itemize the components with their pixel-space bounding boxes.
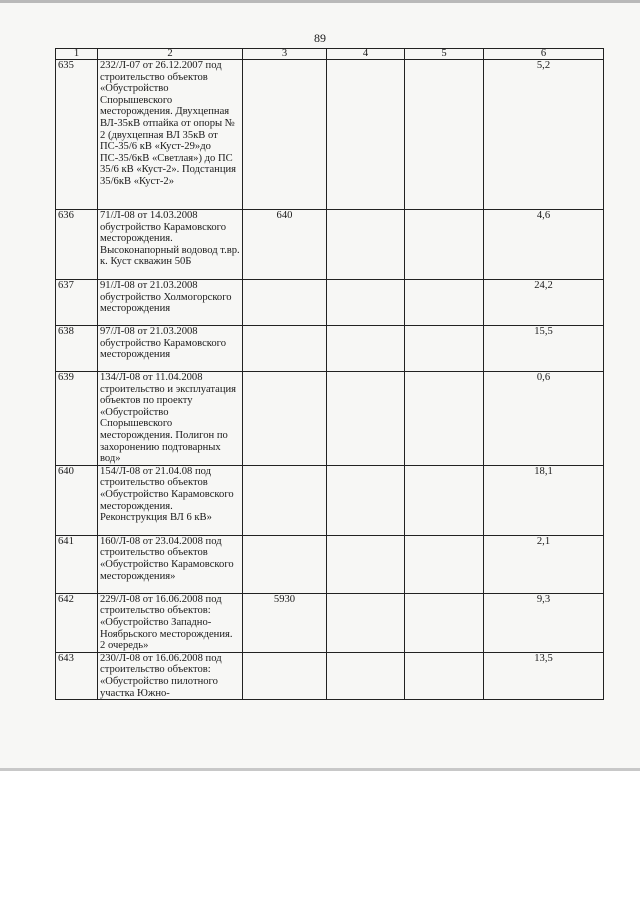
row-number: 635 (56, 60, 98, 210)
table-row (56, 593, 604, 652)
row-col3 (243, 465, 327, 535)
row-col4 (327, 210, 405, 280)
header-row (56, 49, 604, 60)
row-col6: 15,5 (484, 326, 604, 372)
row-col6: 5,2 (484, 60, 604, 210)
row-description: 154/Л-08 от 21.04.08 под строительство объектов «Обустройство Карамовского месторождения. Реконструкция ВЛ 6 кВ» (98, 465, 243, 535)
table-row (56, 372, 604, 466)
column-header: 5 (405, 49, 484, 60)
column-header: 1 (56, 49, 98, 60)
row-col5 (405, 652, 484, 699)
row-col6: 13,5 (484, 652, 604, 699)
column-header: 6 (484, 49, 604, 60)
row-col4 (327, 280, 405, 326)
row-number: 637 (56, 280, 98, 326)
row-col5 (405, 60, 484, 210)
row-col5 (405, 535, 484, 593)
table-row (56, 652, 604, 699)
row-col3 (243, 326, 327, 372)
row-number: 639 (56, 372, 98, 466)
row-col6: 18,1 (484, 465, 604, 535)
table-row (56, 535, 604, 593)
row-col6: 24,2 (484, 280, 604, 326)
row-col3 (243, 60, 327, 210)
column-header: 3 (243, 49, 327, 60)
row-col4 (327, 465, 405, 535)
row-description: 230/Л-08 от 16.06.2008 под строительство объектов: «Обустройство пилотного участка Южно- (98, 652, 243, 699)
row-description: 160/Л-08 от 23.04.2008 под строительство объектов «Обустройство Карамовского месторождения» (98, 535, 243, 593)
row-description: 134/Л-08 от 11.04.2008 строительство и эксплуатация объектов по проекту «Обустройство Спорышевского месторождения. Полигон по захоронению подтоварных вод» (98, 372, 243, 466)
table-row (56, 465, 604, 535)
row-col5 (405, 593, 484, 652)
row-col4 (327, 326, 405, 372)
row-col4 (327, 593, 405, 652)
row-col5 (405, 210, 484, 280)
row-col3 (243, 372, 327, 466)
row-description: 97/Л-08 от 21.03.2008 обустройство Карамовского месторождения (98, 326, 243, 372)
column-header: 2 (98, 49, 243, 60)
row-col3 (243, 652, 327, 699)
row-col5 (405, 326, 484, 372)
row-col5 (405, 280, 484, 326)
row-col4 (327, 535, 405, 593)
table-row (56, 210, 604, 280)
row-col4 (327, 60, 405, 210)
row-col6: 4,6 (484, 210, 604, 280)
row-col6: 2,1 (484, 535, 604, 593)
land-plots-table (55, 48, 604, 700)
row-description: 71/Л-08 от 14.03.2008 обустройство Карамовского месторождения. Высоконапорный водовод т.вр. к. Куст скважин 50Б (98, 210, 243, 280)
row-col3 (243, 280, 327, 326)
table-row (56, 326, 604, 372)
row-number: 641 (56, 535, 98, 593)
row-number: 638 (56, 326, 98, 372)
row-number: 636 (56, 210, 98, 280)
row-col4 (327, 652, 405, 699)
row-col6: 0,6 (484, 372, 604, 466)
row-col5 (405, 465, 484, 535)
row-number: 640 (56, 465, 98, 535)
row-description: 229/Л-08 от 16.06.2008 под строительство объектов: «Обустройство Западно-Ноябрьского месторождения. 2 очередь» (98, 593, 243, 652)
column-header: 4 (327, 49, 405, 60)
row-description: 91/Л-08 от 21.03.2008 обустройство Холмогорского месторождения (98, 280, 243, 326)
row-col3: 640 (243, 210, 327, 280)
row-number: 643 (56, 652, 98, 699)
row-description: 232/Л-07 от 26.12.2007 под строительство объектов «Обустройство Спорышевского месторождения. Двухцепная ВЛ-35кВ отпайка от опоры № 2 (двухцепная ВЛ 35кВ от ПС-35/6 кВ «Куст-29»до ПС-35/6кВ «Светлая») до ПС 35/6 кВ «Куст-2». Подстанция 35/6кВ «Куст-2» (98, 60, 243, 210)
table-row (56, 60, 604, 210)
table-row (56, 280, 604, 326)
row-number: 642 (56, 593, 98, 652)
row-col5 (405, 372, 484, 466)
row-col6: 9,3 (484, 593, 604, 652)
row-col4 (327, 372, 405, 466)
row-col3 (243, 535, 327, 593)
row-col3: 5930 (243, 593, 327, 652)
page-number: 89 (314, 31, 326, 45)
